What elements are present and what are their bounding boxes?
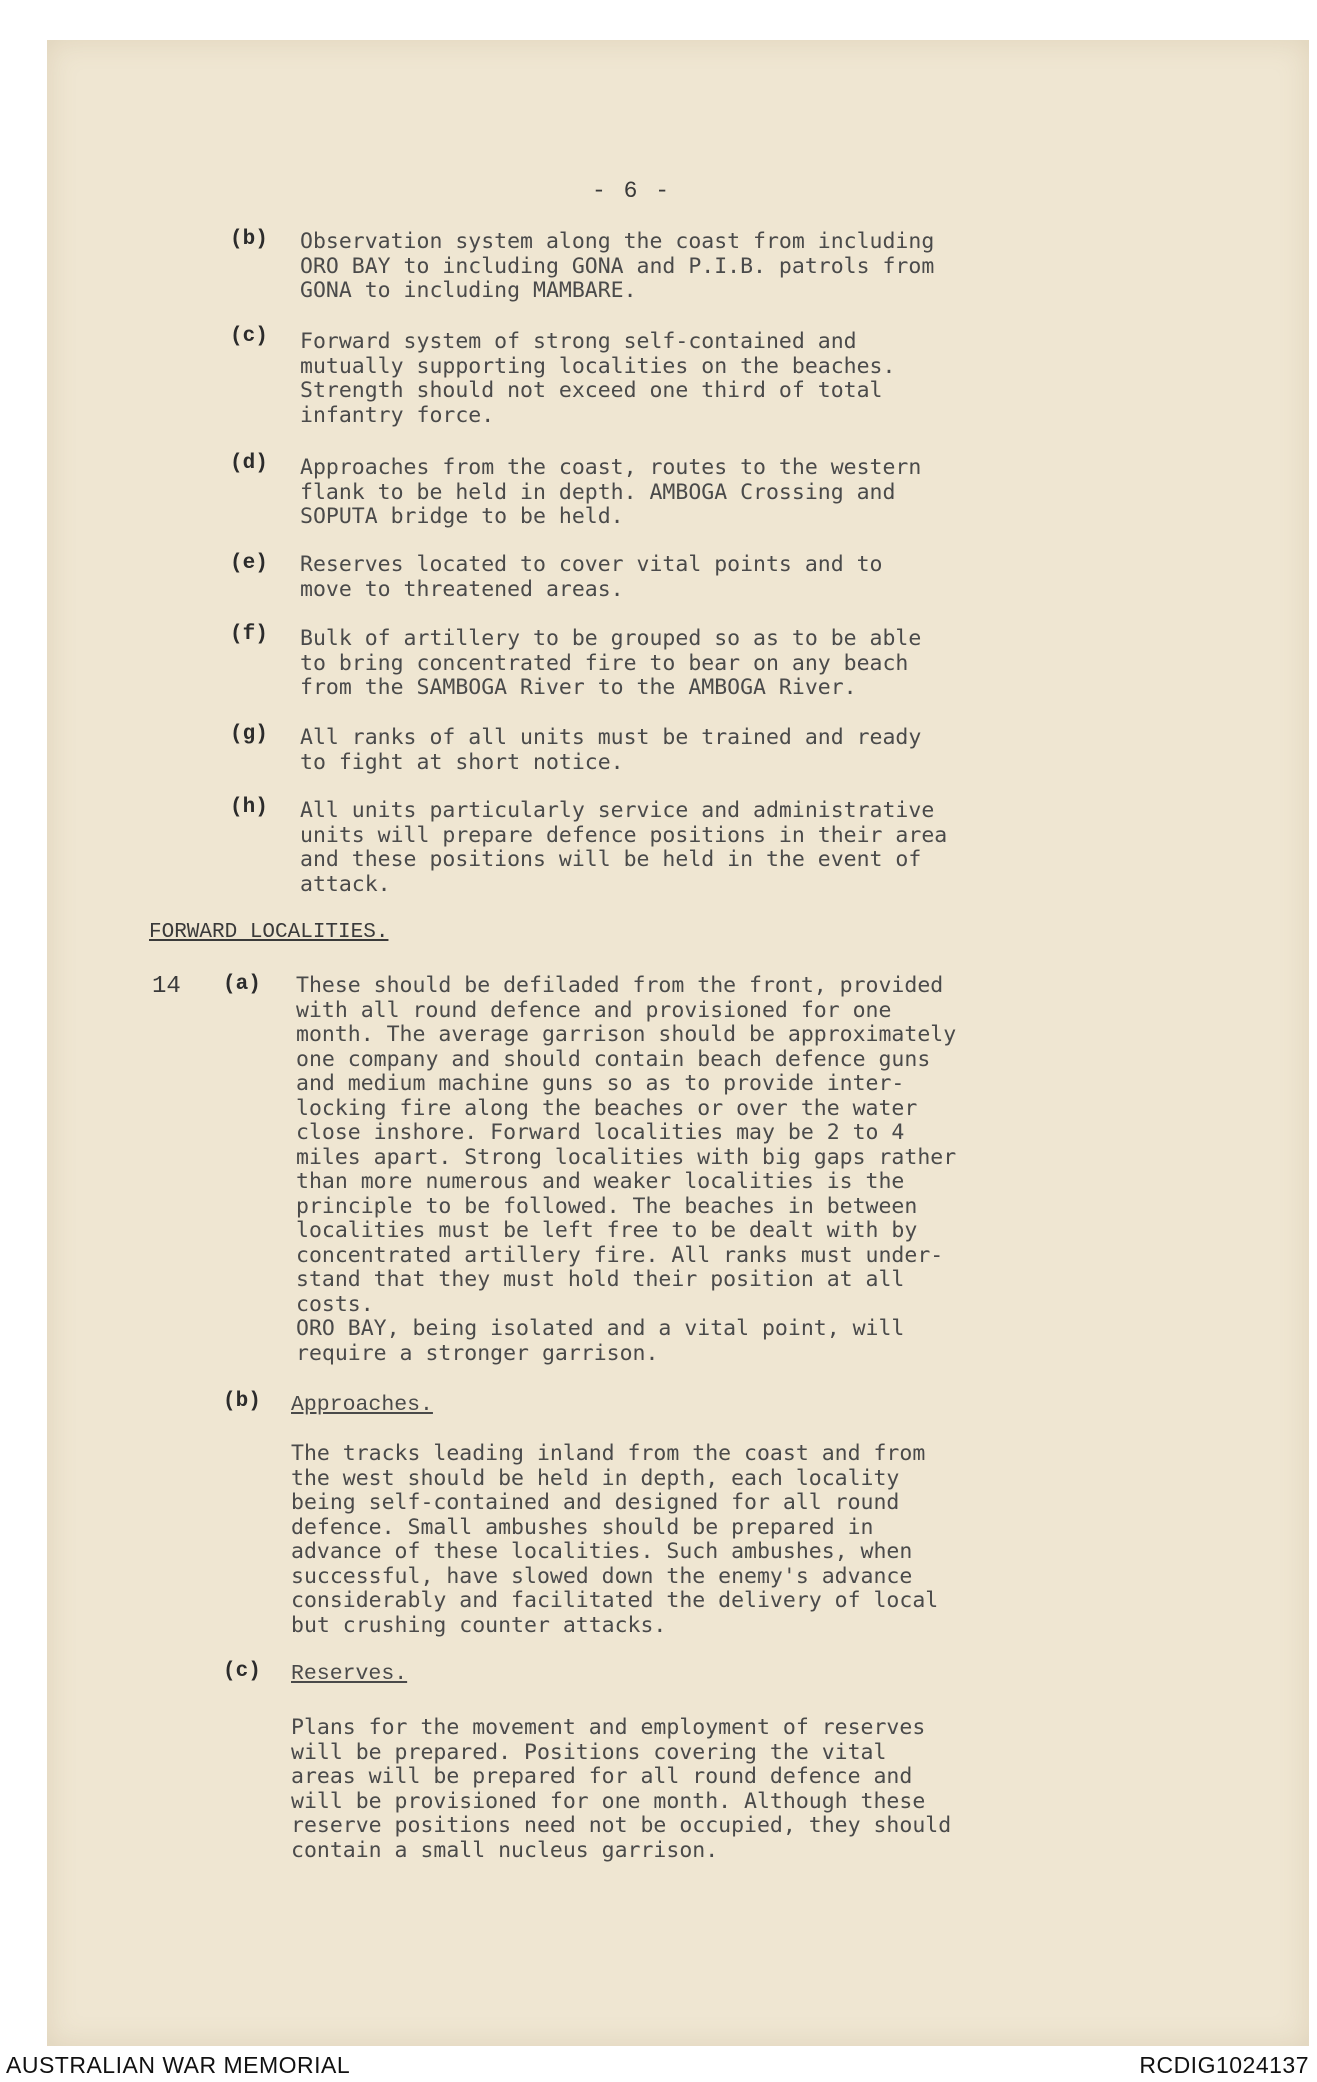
sub-b-text: The tracks leading inland from the coast and from the west should be held in depth, each locality being self-contained and designed for all round defence. Small ambushes should be prepared in advance of these localities. Such ambushes, when successful, have slowed down the enemy's advance considerably and facilitated the delivery of local but crushing counter attacks. — [291, 1441, 939, 1638]
sub-c-label: (c) — [223, 1660, 261, 1683]
item-e-label: (e) — [230, 552, 268, 575]
footer-source: AUSTRALIAN WAR MEMORIAL — [6, 2052, 351, 2078]
sub-c-title: Reserves. — [291, 1662, 408, 1686]
item-b-label: (b) — [230, 228, 268, 251]
item-e-text: Reserves located to cover vital points and to move to threatened areas. — [300, 552, 883, 602]
item-f-text: Bulk of artillery to be grouped so as to be able to bring concentrated fire to bear on any beach from the SAMBOGA River to the AMBOGA River. — [300, 626, 922, 700]
item-f-label: (f) — [230, 623, 268, 646]
sub-b-label: (b) — [223, 1390, 261, 1413]
item-g-label: (g) — [230, 723, 268, 746]
item-h-label: (h) — [230, 796, 268, 819]
page-number: - 6 - — [592, 178, 672, 204]
item-c-label: (c) — [230, 325, 268, 348]
footer-record-id: RCDIG1024137 — [1139, 2052, 1309, 2078]
sub-a-label: (a) — [223, 973, 261, 996]
sub-b-title: Approaches. — [291, 1393, 433, 1417]
item-g-text: All ranks of all units must be trained and ready to fight at short notice. — [300, 725, 922, 775]
item-h-text: All units particularly service and administrative units will prepare defence positions in their area and these positions will be held in the event of attack. — [300, 798, 948, 897]
item-b-text: Observation system along the coast from including ORO BAY to including GONA and P.I.B. patrols from GONA to including MAMBARE. — [300, 229, 935, 303]
item-c-text: Forward system of strong self-contained and mutually supporting localities on the beaches. Strength should not exceed one third of total infantry force. — [300, 329, 896, 428]
paragraph-number: 14 — [152, 973, 181, 1000]
item-d-label: (d) — [230, 452, 268, 475]
section-heading: FORWARD LOCALITIES. — [149, 921, 389, 944]
sub-c-text: Plans for the movement and employment of reserves will be prepared. Positions covering the vital areas will be prepared for all round defence and will be provisioned for one month. Although these reserve positions need not be occupied, they should contain a small nucleus garrison. — [291, 1715, 952, 1863]
item-d-text: Approaches from the coast, routes to the western flank to be held in depth. AMBOGA Crossing and SOPUTA bridge to be held. — [300, 455, 922, 529]
sub-a-text: These should be defiladed from the front, provided with all round defence and provisioned for one month. The average garrison should be approximately one company and should contain beach defence guns and medium machine guns so as to provide inter- locking fire along the beaches or over the water close inshore. Forward localities may be 2 to 4 miles apart. Strong localities with big gaps rather than more numerous and weaker localities is the principle to be followed. The beaches in between localities must be left free to be dealt with by concentrated artillery fire. All ranks must under- stand that they must hold their position at all costs. ORO BAY, being isolated and a vital point, will require a stronger garrison. — [296, 973, 957, 1366]
